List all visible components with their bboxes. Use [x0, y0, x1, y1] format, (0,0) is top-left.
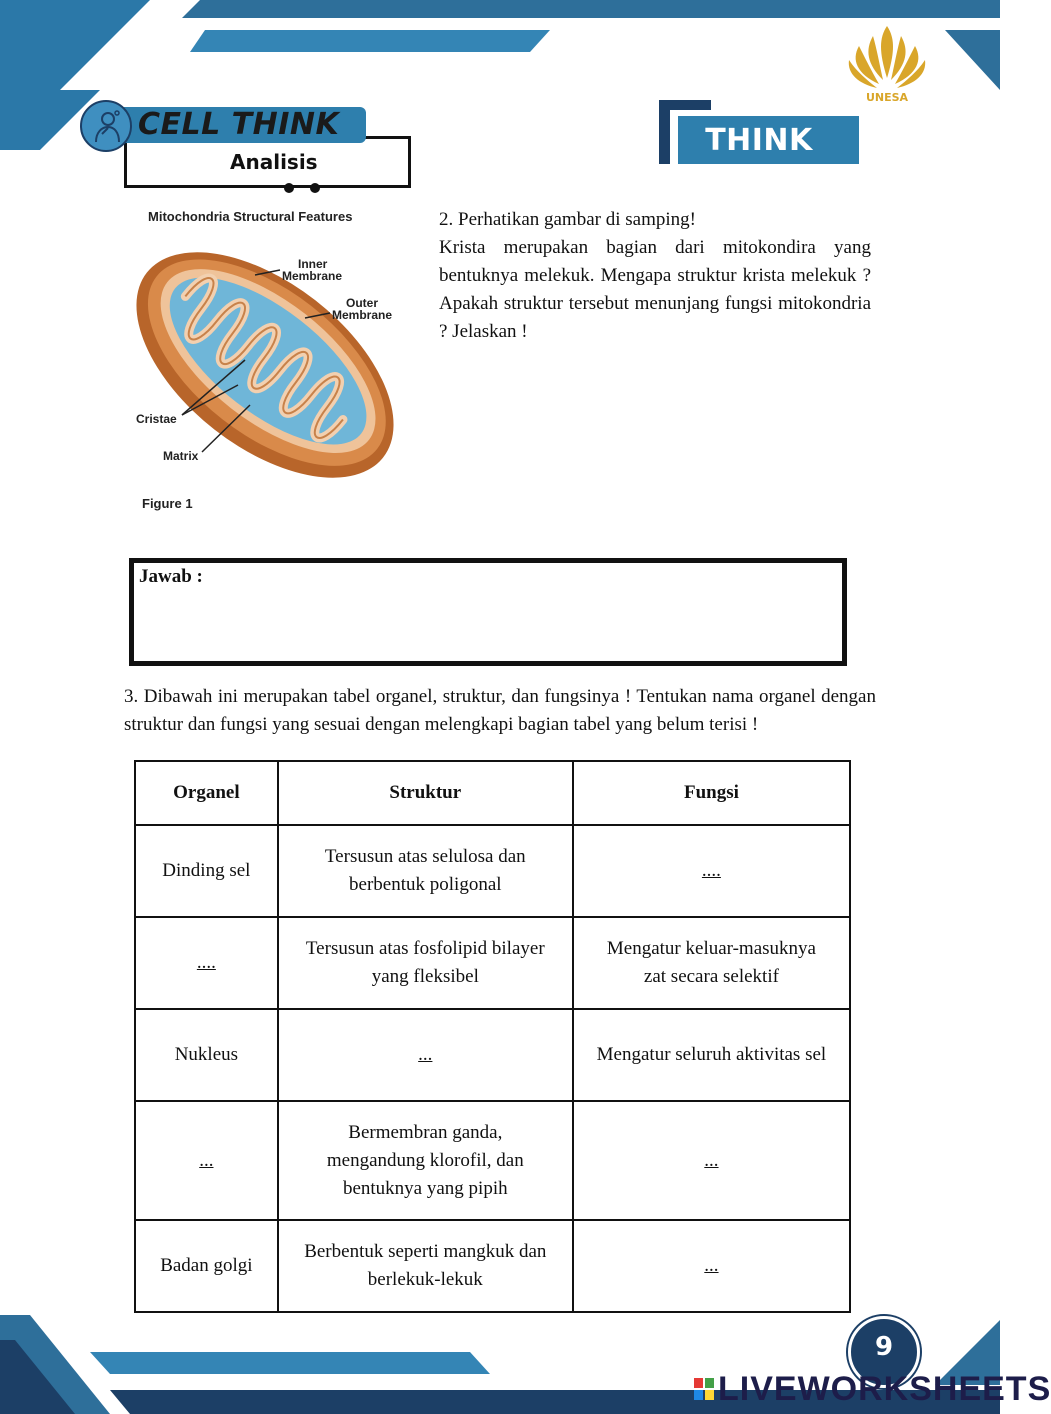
cell-text: bentuknya yang pipih [342, 1177, 508, 1199]
table-row [135, 1220, 850, 1312]
cell-text: Tersusun atas selulosa dan [324, 846, 526, 867]
blank-field[interactable]: ... [704, 1149, 719, 1171]
table-header-row [135, 761, 850, 825]
cell-struktur[interactable] [278, 1009, 573, 1101]
cell-struktur [278, 1101, 573, 1220]
blank-field[interactable]: .... [196, 952, 216, 973]
label-inner-membrane: Inner [298, 257, 328, 271]
brand-title: CELL THINK [138, 107, 340, 142]
blank-field[interactable]: ... [418, 1044, 433, 1065]
cell-text: Mengatur keluar-masuknya [606, 938, 816, 959]
section-subtitle: Analisis [230, 150, 318, 174]
question-3-text: 3. Dibawah ini merupakan tabel organel, struktur, dan fungsinya ! Tentukan nama organel dengan struktur dan fungsi yang sesuai dengan melengkapi bagian tabel yang belum terisi ! [124, 686, 876, 735]
figure-caption: Figure 1 [142, 496, 193, 511]
blank-field[interactable]: ... [704, 1255, 719, 1276]
liveworksheets-logo [694, 1378, 714, 1400]
question-2-title: 2. Perhatikan gambar di samping! [439, 209, 696, 230]
cell-text: Tersusun atas fosfolipid bilayer [305, 938, 545, 959]
cell-organel[interactable] [135, 1101, 278, 1220]
answer-label: Jawab : [139, 566, 203, 587]
header-struktur: Struktur [278, 761, 573, 825]
cell-fungsi [573, 917, 850, 1009]
think-label: THINK [705, 123, 813, 158]
answer-box[interactable] [129, 558, 847, 666]
header-fungsi: Fungsi [573, 761, 850, 825]
label-inner-membrane: Membrane [282, 269, 343, 283]
label-matrix: Matrix [163, 449, 199, 463]
mitochondria-figure [120, 200, 420, 520]
cell-fungsi[interactable] [573, 1101, 850, 1220]
cell-text: zat secara selektif [643, 966, 779, 987]
liveworksheets-watermark: LIVEWORKSHEETS [718, 1370, 1051, 1408]
blank-field[interactable]: .... [701, 860, 721, 881]
thinker-icon [88, 108, 124, 144]
unesa-logo-text: UNESA [865, 91, 909, 104]
page-number: 9 [874, 1332, 894, 1362]
cell-organel: Badan golgi [135, 1220, 278, 1312]
answer-field[interactable] [139, 595, 837, 656]
cell-text: berlekuk-lekuk [367, 1269, 483, 1290]
frame-dot [284, 183, 294, 193]
cell-text: Berbentuk seperti mangkuk dan [304, 1241, 547, 1262]
label-outer-membrane: Membrane [332, 308, 393, 322]
cell-text: yang fleksibel [371, 966, 479, 987]
cell-text: Mengatur seluruh aktivitas sel [596, 1044, 827, 1065]
cell-text: Bermembran ganda, [348, 1121, 503, 1143]
table-row [135, 1009, 850, 1101]
cell-organel: Dinding sel [135, 825, 278, 917]
blank-field[interactable]: ... [199, 1149, 214, 1171]
cell-text: mengandung klorofil, dan [326, 1149, 524, 1171]
label-cristae: Cristae [136, 412, 177, 426]
cell-struktur [278, 825, 573, 917]
label-outer-membrane: Outer [346, 296, 379, 310]
organel-table [134, 760, 851, 1313]
cell-struktur [278, 1220, 573, 1312]
cell-text: berbentuk poligonal [349, 874, 502, 895]
cell-fungsi[interactable] [573, 825, 850, 917]
frame-dot [310, 183, 320, 193]
table-row [135, 825, 850, 917]
cell-organel: Nukleus [135, 1009, 278, 1101]
figure-title: Mitochondria Structural Features [148, 209, 353, 224]
table-row [135, 1101, 850, 1220]
header-organel: Organel [135, 761, 278, 825]
table-row [135, 917, 850, 1009]
cell-organel[interactable] [135, 917, 278, 1009]
cell-struktur [278, 917, 573, 1009]
cell-fungsi [573, 1009, 850, 1101]
cell-fungsi[interactable] [573, 1220, 850, 1312]
question-2-body: Krista merupakan bagian dari mitokondira yang bentuknya melekuk. Mengapa struktur krista melekuk ? Apakah struktur tersebut menunjang fungsi mitokondria ? Jelaskan ! [439, 237, 871, 342]
